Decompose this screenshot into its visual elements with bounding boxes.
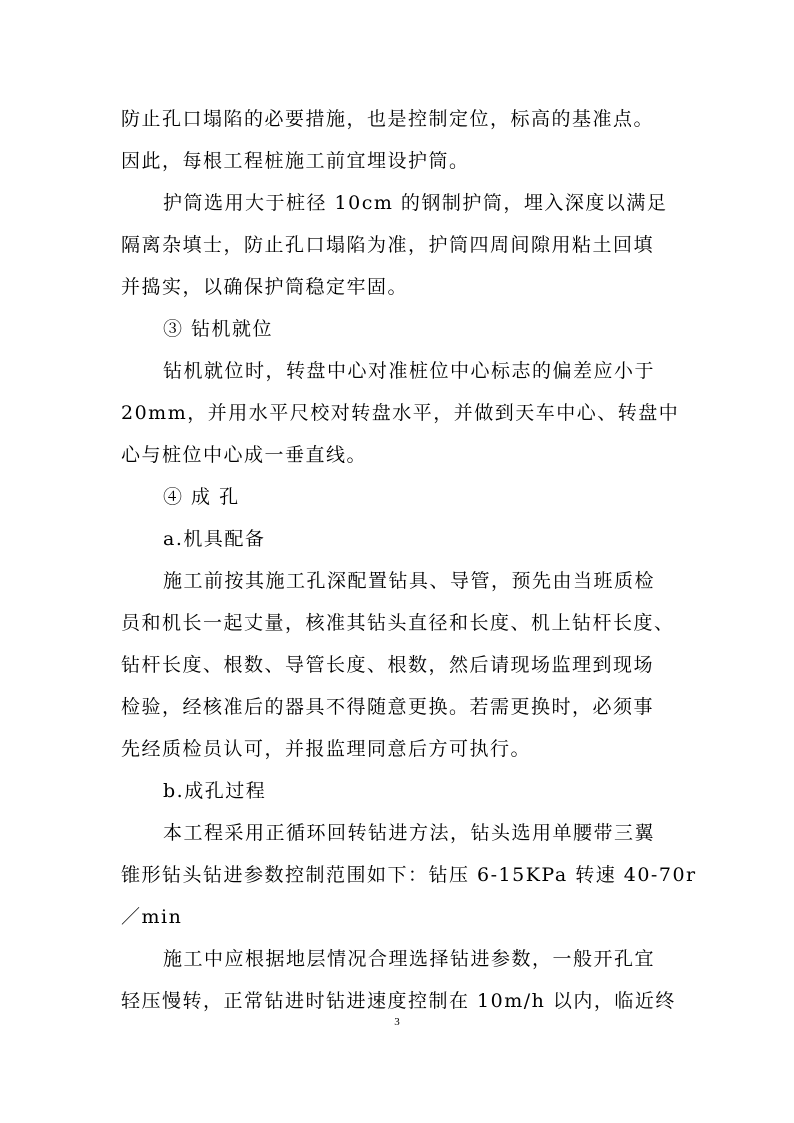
section-heading-hole-forming: ④ 成 孔 [163,486,240,508]
paragraph-start-line: 施工中应根据地层情况合理选择钻进参数，一般开孔宜 [163,948,656,970]
text-line: 因此，每根工程桩施工前宜埋设护筒。 [121,150,470,172]
text-line: 锥形钻头钻进参数控制范围如下：钻压 6-15KPa 转速 40-70r [121,864,697,886]
text-line: 钻杆长度、根数、导管长度、根数，然后请现场监理到现场 [121,654,655,676]
text-line: 员和机长一起丈量，核准其钻头直径和长度、机上钻杆长度、 [121,612,675,634]
body-text [121,98,697,1022]
text-line: 20mm，并用水平尺校对转盘水平，并做到天车中心、转盘中 [121,402,680,424]
section-heading-drill-positioning: ③ 钻机就位 [163,318,274,340]
subsection-heading-equipment: a.机具配备 [163,528,266,550]
subsection-heading-process: b.成孔过程 [163,780,267,802]
paragraph-start-line: 本工程采用正循环回转钻进方法，钻头选用单腰带三翼 [163,822,656,844]
text-line: 轻压慢转，正常钻进时钻进速度控制在 10m/h 以内，临近终 [121,990,676,1012]
text-line: 先经质检员认可，并报监理同意后方可执行。 [121,738,532,760]
page-number: 3 [394,1016,400,1028]
text-line: 并捣实，以确保护筒稳定牢固。 [121,276,409,298]
paragraph-start-line: 钻机就位时，转盘中心对准桩位中心标志的偏差应小于 [163,360,656,382]
text-line: 检验，经核准后的器具不得随意更换。若需更换时，必须事 [121,696,655,718]
paragraph-start-line: 护筒选用大于桩径 10cm 的钢制护筒，埋入深度以满足 [163,192,668,214]
text-line: 隔离杂填士，防止孔口塌陷为准，护筒四周间隙用粘土回填 [121,234,655,256]
text-line: ／min [121,906,183,928]
text-line: 防止孔口塌陷的必要措施，也是控制定位，标高的基准点。 [121,108,655,130]
text-line: 心与桩位中心成一垂直线。 [121,444,368,466]
paragraph-start-line: 施工前按其施工孔深配置钻具、导管，预先由当班质检 [163,570,656,592]
